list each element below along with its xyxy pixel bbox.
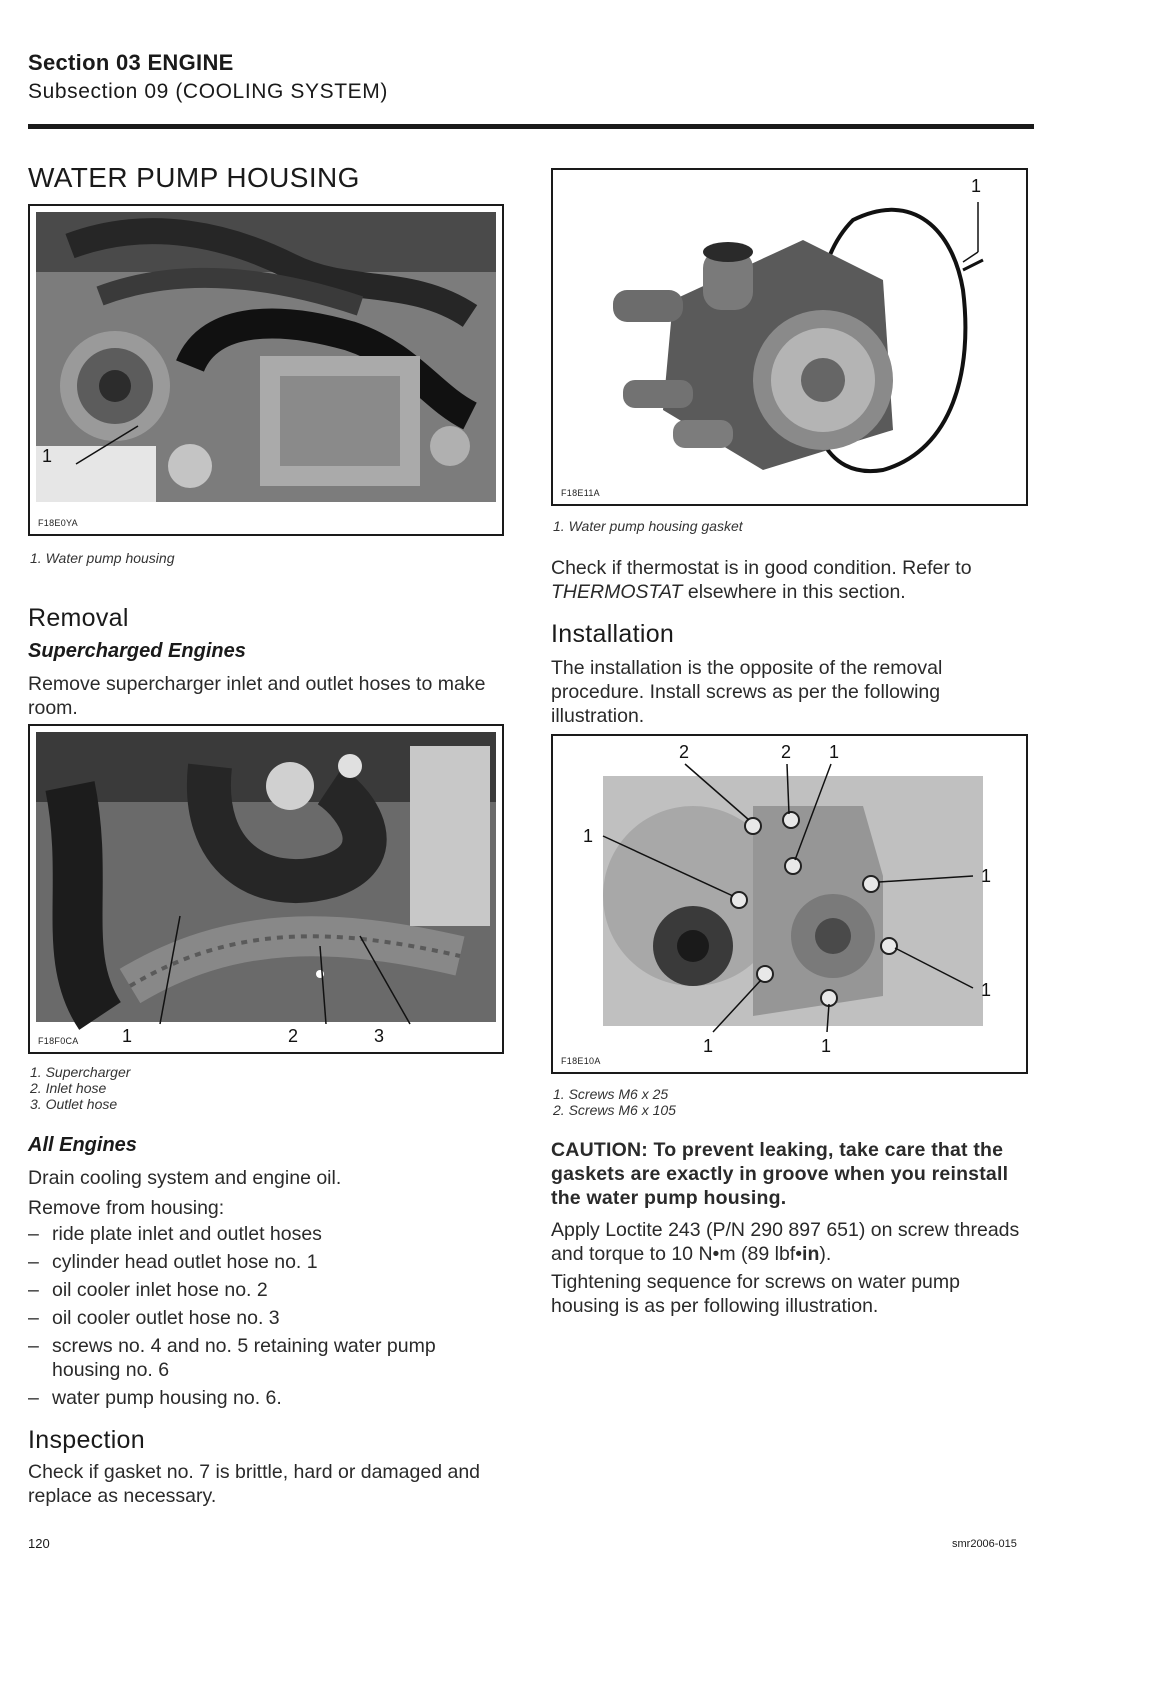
fig1-callout-1: 1 xyxy=(42,446,53,466)
fig2-callout-1: 1 xyxy=(122,1026,133,1046)
fig1-code: F18E0YA xyxy=(38,518,78,528)
page-title: WATER PUMP HOUSING xyxy=(28,162,360,193)
loctite-text: Apply Loctite 243 (P/N 290 897 651) on screw threads and torque to 10 N•m (89 lbf•in). xyxy=(551,1219,1020,1265)
subsection-title: Subsection 09 (COOLING SYSTEM) xyxy=(28,80,388,103)
all-engines-heading: All Engines xyxy=(28,1134,137,1156)
installation-heading: Installation xyxy=(551,620,675,648)
all-engines-p2: Remove from housing: xyxy=(28,1197,225,1219)
caution-label: CAUTION: xyxy=(551,1139,648,1161)
list-item: – cylinder head outlet hose no. 1 xyxy=(28,1250,508,1274)
fig4-callout-1a: 1 xyxy=(829,742,840,762)
supercharged-heading: Supercharged Engines xyxy=(28,640,246,662)
fig1-caption: 1. Water pump housing xyxy=(30,550,175,566)
list-item: – oil cooler inlet hose no. 2 xyxy=(28,1278,508,1302)
list-item: – oil cooler outlet hose no. 3 xyxy=(28,1306,508,1330)
header-rule xyxy=(28,124,1034,129)
fig2-callout-3: 3 xyxy=(374,1026,385,1046)
fig4-callout-1e: 1 xyxy=(703,1036,714,1056)
figure-screw-locations xyxy=(551,734,1028,1074)
list-item: – ride plate inlet and outlet hoses xyxy=(28,1222,508,1246)
list-item: – water pump housing no. 6. xyxy=(28,1386,508,1410)
list-item: – screws no. 4 and no. 5 retaining water pump housing no. 6 xyxy=(28,1334,508,1382)
supercharged-text: Remove supercharger inlet and outlet hoses to make room. xyxy=(28,673,486,719)
fig2-callout-2: 2 xyxy=(288,1026,299,1046)
fig4-callout-1b: 1 xyxy=(583,826,594,846)
inspection-heading: Inspection xyxy=(28,1426,145,1454)
fig4-caption-1: 1. Screws M6 x 25 xyxy=(553,1086,669,1102)
fig2-code: F18F0CA xyxy=(38,1036,79,1046)
removal-heading: Removal xyxy=(28,604,129,632)
fig4-callout-1c: 1 xyxy=(981,866,992,886)
fig4-code: F18E10A xyxy=(561,1056,601,1066)
fig4-caption-2: 2. Screws M6 x 105 xyxy=(553,1102,676,1118)
installation-text: The installation is the opposite of the removal procedure. Install screws as per the following illustration. xyxy=(551,657,943,727)
all-engines-p1: Drain cooling system and engine oil. xyxy=(28,1167,342,1189)
tightening-text: Tightening sequence for screws on water pump housing is as per following illustration. xyxy=(551,1271,960,1317)
thermostat-text: Check if thermostat is in good condition. Refer to THERMOSTAT elsewhere in this section. xyxy=(551,557,972,603)
figure-water-pump-housing xyxy=(28,204,504,536)
thermostat-ref: THERMOSTAT xyxy=(551,581,683,603)
figure-water-pump-gasket xyxy=(551,168,1028,506)
pump-photo xyxy=(553,170,1026,504)
figure-supercharger-hoses xyxy=(28,724,504,1054)
housing-photo xyxy=(553,736,1026,1072)
fig3-caption: 1. Water pump housing gasket xyxy=(553,518,743,534)
page-number: 120 xyxy=(28,1536,50,1551)
engine-photo-2 xyxy=(30,726,502,1052)
fig4-callout-1f: 1 xyxy=(821,1036,832,1056)
fig2-caption-3: 3. Outlet hose xyxy=(30,1096,118,1112)
fig3-callout-1: 1 xyxy=(971,176,982,196)
fig3-code: F18E11A xyxy=(561,488,600,498)
fig4-callout-1d: 1 xyxy=(981,980,992,1000)
section-title: Section 03 ENGINE xyxy=(28,50,234,75)
caution-note: CAUTION: To prevent leaking, take care that the gaskets are exactly in groove when you reinstall the water pump housing. xyxy=(551,1139,1009,1209)
remove-list xyxy=(28,1222,508,1414)
fig4-callout-2a: 2 xyxy=(679,742,690,762)
doc-code: smr2006-015 xyxy=(952,1538,1017,1550)
fig2-caption-2: 2. Inlet hose xyxy=(30,1080,107,1096)
fig2-caption-1: 1. Supercharger xyxy=(30,1064,131,1080)
fig4-callout-2b: 2 xyxy=(781,742,792,762)
engine-photo-1 xyxy=(30,206,502,534)
inspection-text: Check if gasket no. 7 is brittle, hard or damaged and replace as necessary. xyxy=(28,1461,481,1507)
